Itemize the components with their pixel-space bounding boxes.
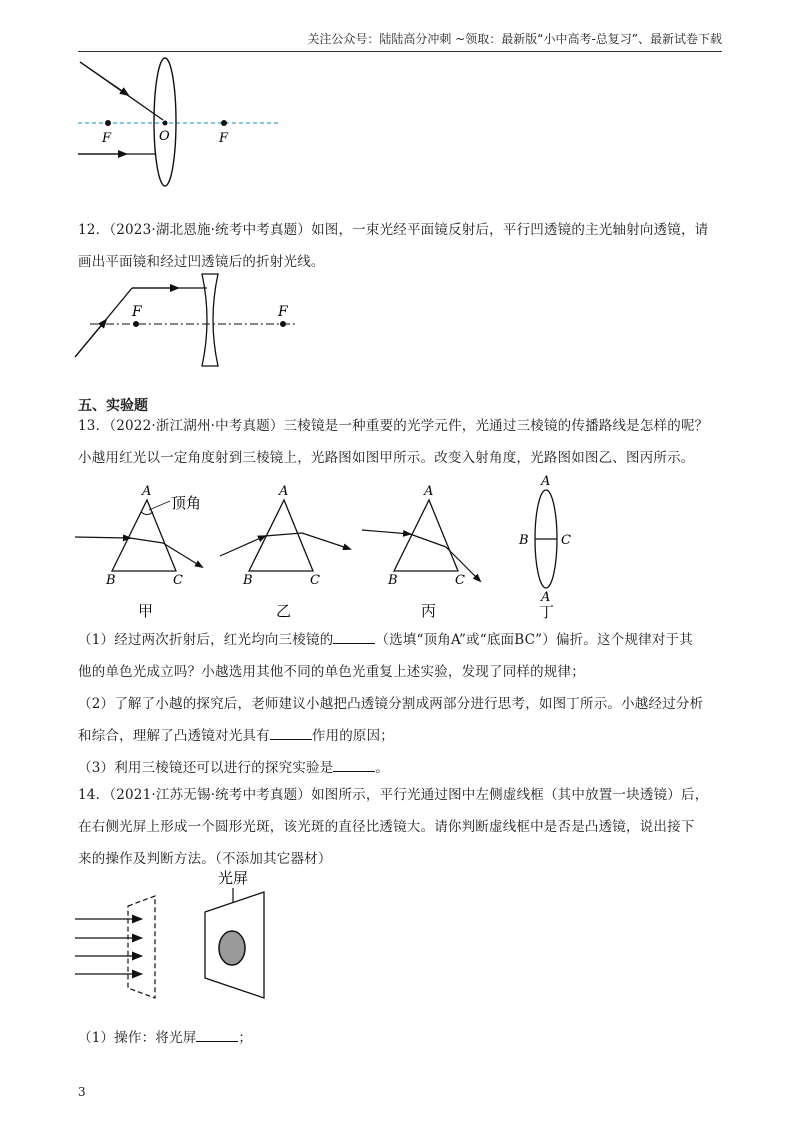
screen-label: 光屏 — [218, 869, 249, 887]
label-f-left: F — [102, 131, 112, 146]
lens-ding-left: B — [519, 533, 529, 548]
prism-jia-note: 顶角 — [171, 494, 202, 512]
page-number: 3 — [78, 1085, 86, 1099]
prism-yi-caption: 乙 — [276, 602, 292, 620]
prism-yi-right: C — [310, 573, 320, 588]
label-f-right: F — [278, 304, 288, 320]
light-spot — [219, 931, 245, 965]
dashed-lens-box — [128, 896, 155, 998]
q14-line1: 14．（2021·江苏无锡·统考中考真题）如图所示，平行光通过图中左侧虚线框（其中放置一块透镜）后， — [78, 787, 709, 803]
prism-yi-apex: A — [279, 484, 289, 499]
q13-sub1-line2: 他的单色光成立吗？小越选用其他不同的单色光重复上述实验，发现了同样的规律； — [78, 664, 585, 680]
label-o: O — [159, 129, 170, 144]
answer-blank[interactable] — [270, 725, 312, 740]
q14-line3: 来的操作及判断方法。（不添加其它器材） — [78, 851, 332, 867]
prism-figures — [70, 474, 610, 621]
prism-jia-left: B — [106, 573, 116, 588]
q14-line2: 在右侧光屏上形成一个圆形光斑，该光斑的直径比透镜大。请你判断虚线框中是否是凸透镜，说出接下 — [78, 819, 695, 835]
lens-ding — [518, 474, 571, 621]
focal-point-right — [221, 120, 227, 126]
lens-ding-right: C — [561, 533, 571, 548]
answer-blank[interactable] — [333, 629, 375, 644]
lens-ding-bottom: A — [541, 590, 551, 605]
prism-jia-apex: A — [142, 484, 152, 499]
focal-point-right — [280, 321, 286, 327]
answer-blank[interactable] — [333, 757, 375, 772]
q12-line2: 画出平面镜和经过凹透镜后的折射光线。 — [78, 254, 325, 270]
section-title: 五、实验题 — [78, 398, 148, 414]
optical-center — [163, 121, 168, 126]
prism-jia-right: C — [173, 573, 183, 588]
lens-ding-caption: 丁 — [539, 603, 555, 621]
convex-lens-figure — [70, 50, 300, 190]
answer-blank[interactable] — [196, 1027, 238, 1042]
prism-bing-caption: 丙 — [421, 602, 437, 620]
q13-line1: 13．（2022·浙江湖州·中考真题）三棱镜是一种重要的光学元件，光通过三棱镜的传播路线是怎样的呢？ — [78, 418, 709, 434]
prism-bing-right: C — [455, 573, 465, 588]
prism-yi-left: B — [243, 573, 253, 588]
prism-jia — [75, 484, 202, 620]
prism-bing — [362, 484, 480, 620]
focal-point-left — [105, 120, 111, 126]
label-f-right: F — [219, 131, 229, 146]
concave-lens-figure — [70, 272, 320, 372]
page-header: 关注公众号：陆陆高分冲刺 ~领取：最新版“小中高考-总复习”、最新试卷下载 — [78, 30, 722, 52]
focal-point-left — [133, 321, 139, 327]
prism-bing-left: B — [388, 573, 398, 588]
q13-sub2-line2: 和综合，理解了凸透镜对光具有 作用的原因； — [78, 720, 723, 752]
q13-line2: 小越用红光以一定角度射到三棱镜上，光路图如图甲所示。改变入射角度，光路图如图乙、图丙所示。 — [78, 450, 695, 466]
lens-ding-top: A — [541, 474, 551, 489]
q13-sub2-line1: （2）了解了小越的探究后，老师建议小越把凸透镜分割成两部分进行思考，如图丁所示。小越经过分析 — [78, 696, 704, 712]
q13-sub3-line: （3）利用三棱镜还可以进行的探究实验是 。 — [78, 752, 723, 784]
screen-figure — [70, 866, 290, 1006]
q13-sub1-line1: （1）经过两次折射后，红光均向三棱镜的 （选填“顶角A”或“底面BC”）偏折。这个规律对于其 — [78, 624, 723, 656]
prism-jia-caption: 甲 — [138, 602, 154, 620]
q14-sub1: （1）操作：将光屏 ； — [78, 1022, 723, 1054]
label-f-left: F — [132, 304, 142, 320]
prism-yi — [220, 484, 350, 620]
q12-line1: 12．（2023·湖北恩施·统考中考真题）如图，一束光经平面镜反射后，平行凹透镜的主光轴射向透镜，请 — [78, 222, 709, 238]
prism-bing-apex: A — [424, 484, 434, 499]
